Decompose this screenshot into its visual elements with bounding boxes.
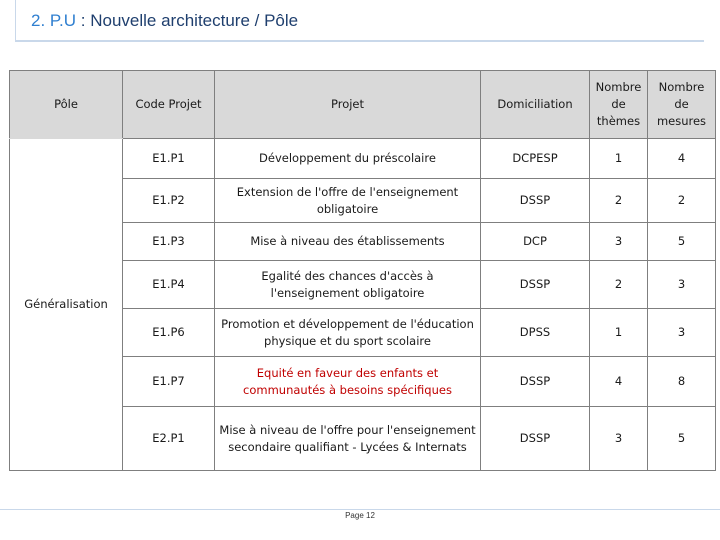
header-nombre-themes: Nombre de thèmes (590, 71, 648, 139)
header-domiciliation: Domiciliation (481, 71, 590, 139)
domiciliation-cell: DSSP (481, 261, 590, 309)
mesures-cell: 3 (648, 261, 716, 309)
code-cell: E1.P2 (123, 179, 215, 223)
themes-cell: 2 (590, 179, 648, 223)
domiciliation-cell: DSSP (481, 407, 590, 471)
footer-divider (0, 509, 720, 510)
themes-cell: 1 (590, 309, 648, 357)
projet-cell: Mise à niveau des établissements (215, 223, 481, 261)
mesures-cell: 8 (648, 357, 716, 407)
themes-cell: 3 (590, 407, 648, 471)
projet-cell: Extension de l'offre de l'enseignement obligatoire (215, 179, 481, 223)
code-cell: E1.P7 (123, 357, 215, 407)
domiciliation-cell: DCPESP (481, 139, 590, 179)
themes-cell: 1 (590, 139, 648, 179)
mesures-cell: 5 (648, 223, 716, 261)
code-cell: E2.P1 (123, 407, 215, 471)
mesures-cell: 4 (648, 139, 716, 179)
code-cell: E1.P6 (123, 309, 215, 357)
themes-cell: 2 (590, 261, 648, 309)
domiciliation-cell: DCP (481, 223, 590, 261)
table-header-row (10, 71, 716, 139)
header-pole: Pôle (10, 71, 123, 139)
title-number: 2. P.U (31, 11, 77, 30)
domiciliation-cell: DPSS (481, 309, 590, 357)
title-text: : Nouvelle architecture / Pôle (76, 11, 299, 30)
themes-cell: 4 (590, 357, 648, 407)
domiciliation-cell: DSSP (481, 357, 590, 407)
mesures-cell: 2 (648, 179, 716, 223)
page-number: Page 12 (345, 511, 375, 520)
header-code-projet: Code Projet (123, 71, 215, 139)
pole-generalisation: Généralisation (10, 139, 123, 471)
mesures-cell: 3 (648, 309, 716, 357)
title-divider (15, 40, 704, 42)
code-cell: E1.P1 (123, 139, 215, 179)
architecture-table (9, 70, 716, 471)
projet-cell: Egalité des chances d'accès à l'enseignement obligatoire (215, 261, 481, 309)
themes-cell: 3 (590, 223, 648, 261)
code-cell: E1.P4 (123, 261, 215, 309)
projet-cell: Mise à niveau de l'offre pour l'enseignement secondaire qualifiant - Lycées & Internats (215, 407, 481, 471)
header-nombre-mesures: Nombre de mesures (648, 71, 716, 139)
domiciliation-cell: DSSP (481, 179, 590, 223)
projet-cell: Développement du préscolaire (215, 139, 481, 179)
header-projet: Projet (215, 71, 481, 139)
projet-cell: Promotion et développement de l'éducation physique et du sport scolaire (215, 309, 481, 357)
code-cell: E1.P3 (123, 223, 215, 261)
table-row (10, 139, 716, 179)
projet-cell-highlighted: Equité en faveur des enfants et communautés à besoins spécifiques (215, 357, 481, 407)
page-title (31, 11, 298, 31)
header-corner-line (15, 0, 16, 42)
mesures-cell: 5 (648, 407, 716, 471)
